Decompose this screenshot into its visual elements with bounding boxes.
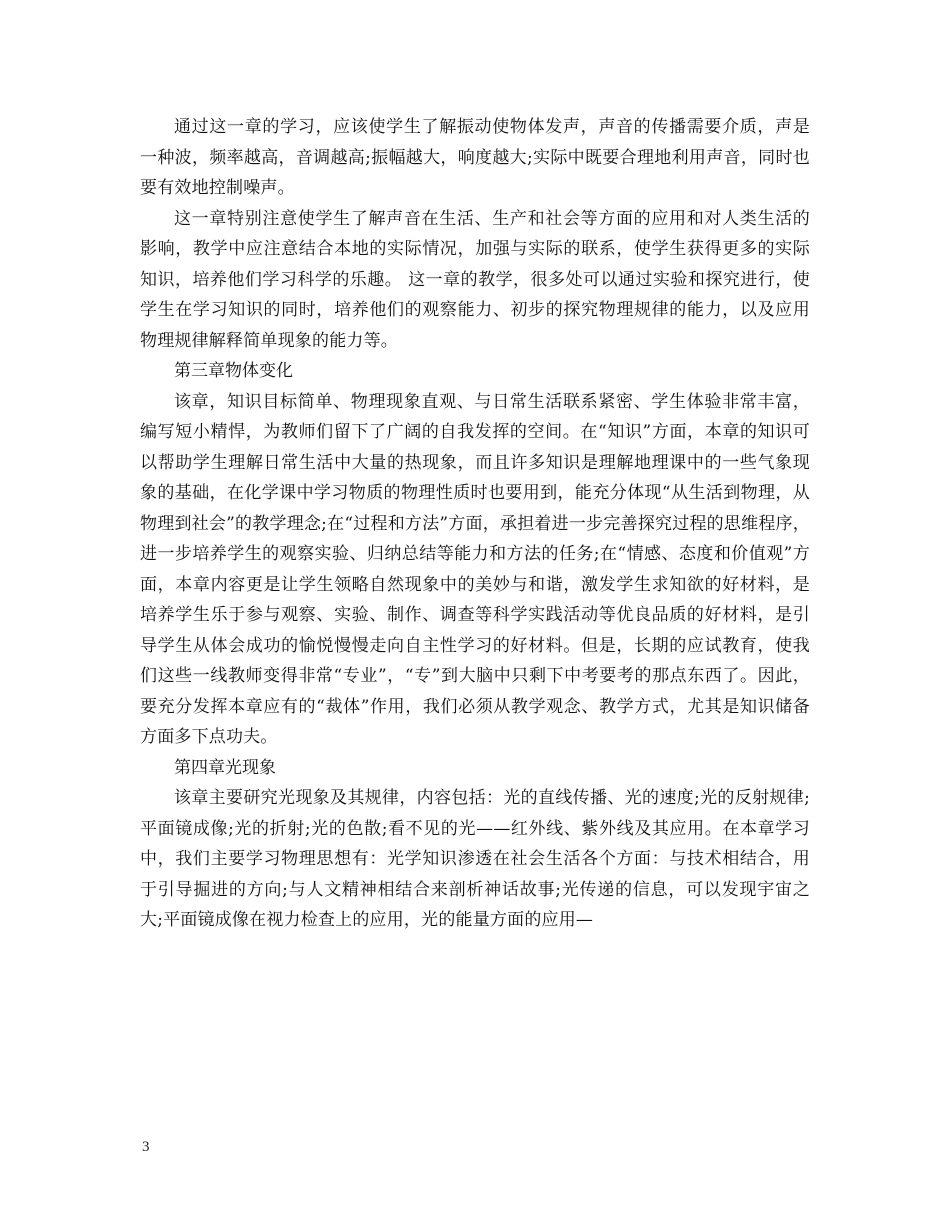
page-number: 3 [142,1139,150,1155]
chapter-heading-four: 第四章光现象 [174,757,276,778]
paragraph-chapter-three: 该章，知识目标简单、物理现象直观、与日常生活联系紧密、学生体验非常丰富，编写短小精悍，为教师们留下了广阔的自我发挥的空间。在“知识”方面，本章的知识可以帮助学生理解日常生活中大量的热现象，而且许多知识是理解地理课中的一些气象现象的基础，在化学课中学习物质的物理性质时也要用到，能充分体现“从生活到物理，从物理到社会”的教学理念;在“过程和方法”方面，承担着进一步完善探究过程的思维程序，进一步培养学生的观察实验、归纳总结等能力和方法的任务;在“情感、态度和价值观”方面，本章内容更是让学生领略自然现象中的美妙与和谐，激发学生求知欲的好材料，是培养学生乐于参与观察、实验、制作、调查等科学实践活动等优良品质的好材料，是引导学生从体会成功的愉悦慢慢走向自主性学习的好材料。但是，长期的应试教育，使我们这些一线教师变得非常“专业”，“专”到大脑中只剩下中考要考的那点东西了。因此，要充分发挥本章应有的“裁体”作用，我们必须从教学观念、教学方式，尤其是知识储备方面多下点功夫。 [140,391,810,747]
paragraph-sound-application: 这一章特别注意使学生了解声音在生活、生产和社会等方面的应用和对人类生活的影响，教学中应注意结合本地的实际情况，加强与实际的联系，使学生获得更多的实际知识，培养他们学习科学的乐趣。 这一章的教学，很多处可以通过实验和探究进行，使学生在学习知识的同时，培养他们的观察能力、初步的探究物理规律的能力，以及应用物理规律解释简单现象的能力等。 [140,208,810,351]
chapter-heading-three: 第三章物体变化 [174,361,293,381]
paragraph-sound-summary: 通过这一章的学习，应该使学生了解振动使物体发声，声音的传播需要介质，声是一种波，频率越高，音调越高;振幅越大，响度越大;实际中既要合理地利用声音，同时也要有效地控制噪声。 [140,117,810,198]
document-body [140,112,810,936]
paragraph-chapter-four: 该章主要研究光现象及其规律，内容包括：光的直线传播、光的速度;光的反射规律;平面镜成像;光的折射;光的色散;看不见的光——红外线、紫外线及其应用。在本章学习中，我们主要学习物理思想有：光学知识渗透在社会生活各个方面：与技术相结合，用于引导掘进的方向;与人文精神相结合来剖析神话故事;光传递的信息，可以发现宇宙之大;平面镜成像在视力检查上的应用，光的能量方面的应用— [140,788,810,930]
